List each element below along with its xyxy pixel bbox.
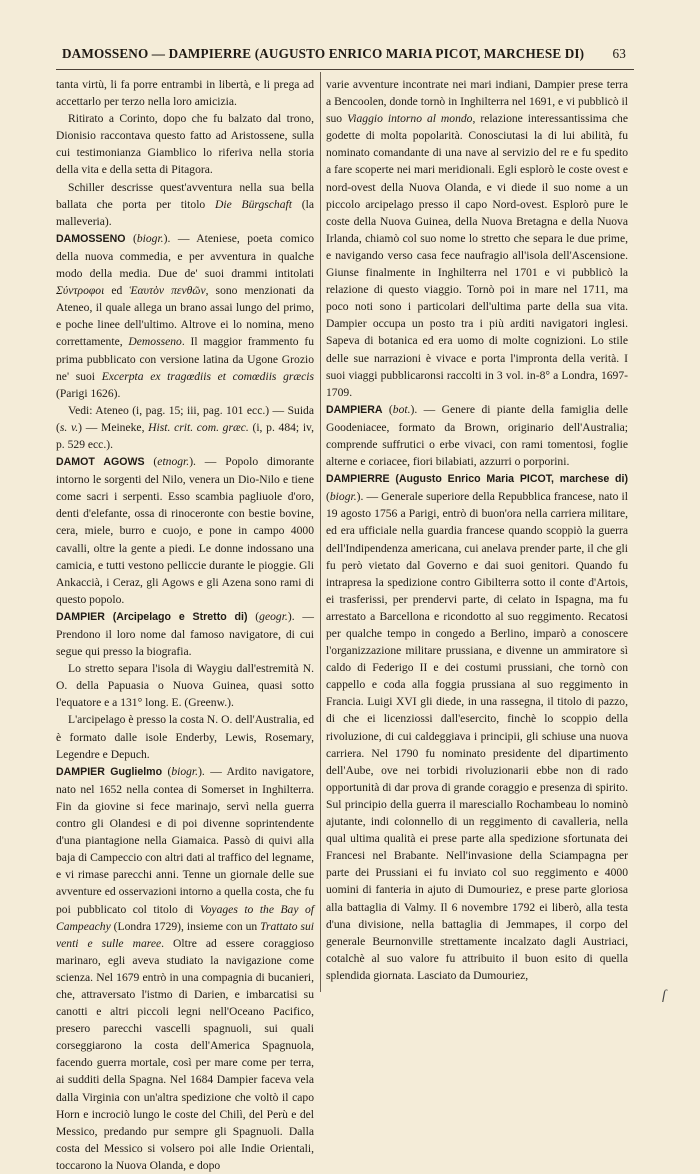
text-run: (Londra 1729), insieme con un bbox=[110, 919, 261, 933]
text-run: ). — Popolo dimorante intorno le sorgenti del Nilo, venera un Dio-Nilo e tiene come sacri i serpenti. Esso scambia pagliuole d'oro, denti d'elefante, ossa di rinoceronte con bestie bovine, cera, miele, burro e cuojo, e pone in campo 4000 cavalli, oltre la gente a piedi. Le donne indossano una camicia, e tutti vestono pelliccie durante le pioggie. Gli Ankaccià, i Ceraz, gli Agows e gli Azena sono rami di questo popolo. bbox=[56, 455, 314, 606]
page-number: 63 bbox=[612, 46, 626, 61]
paragraph bbox=[326, 401, 628, 470]
text-run: ). — Generale superiore della Repubblica francese, nato il 19 agosto 1756 a Parigi, entrò di buon'ora nella carriera militare, ed era ufficiale nella guardia francese quando scoppiò la guerra dell'Indipendenza americana, cui anelava prender parte, il che gli fu però vietato dal Governo e dai suoi genitori. Quando fu intrapresa la spedizione contro Gibilterra sotto il conte d'Artois, ei trasferissi, per prendervi parte, di celato in Ispagna, ma fu arrestato a Barcellona e ricondotto al suo reggimento. Recatosi per qualche tempo in congedo a Berlino, imparò a conoscere l'organizzazione militare prussiana, e divenne un ammiratore sì caldo di Federigo II e dei costumi prussiani, che tornò con cappello e coda alla foggia prussiana al suo reggimento in Francia. Luigi XVI gli diede, in una rassegna, il titolo di pazzo, di che ei licenziossi dall'esercito, finchè lo scoppio della rivoluzione, di cui caldeggiava i principii, gli schiuse una nuova carriera. Nel 1790 fu nominato presidente del dipartimento dell'Aube, ove nei torbidi rivoluzionarii ebbe non di rado opportunità di dar prova di grande coraggio e presenza di spirito. Sul principio della guerra il maresciallo Rochambeau lo nominò ajutante, indi colonnello di un reggimento di cavalleria, nella qual ultima qualità ei prese parte alla spedizione sfortunata dei Francesi nel Brabante. Nell'invasione della Sciampagna per parte dei Prussiani ei fu inviato col suo reggimento e 4000 uomini di fanteria in ajuto di Dumouriez, e prese parte gloriosa alla battaglia di Valmy. Il 6 novembre 1792 ei liberò, alla testa d'una divisione, nella battaglia di Jemmapes, il corpo del generale Beurnonville strettamente incalzato dagli Austriaci, cotalchè al suo valore fu attribuito il buon esito di quella splendida giornata. Lasciato da Dumouriez, bbox=[326, 490, 628, 982]
paragraph bbox=[56, 110, 314, 178]
margin-mark: ſ bbox=[662, 988, 666, 1003]
text-run: ed bbox=[104, 284, 130, 298]
text-run: Vedi: Ateneo (i, pag. 15; iii, pag. 101 ecc.) — Suida ( bbox=[56, 403, 314, 434]
entry-headword: DAMOSSENO bbox=[56, 232, 126, 245]
header-rule bbox=[56, 69, 634, 70]
right-column bbox=[326, 76, 628, 984]
paragraph bbox=[56, 402, 314, 453]
text-run: (la malleveria). bbox=[56, 197, 314, 228]
italic-text: biogr. bbox=[136, 231, 164, 245]
text-run: ( bbox=[162, 764, 172, 778]
text-run: ). — Prendono il loro nome dal famoso navigatore, di cui segue qui presso la biografia. bbox=[56, 609, 314, 659]
paragraph bbox=[56, 179, 314, 230]
italic-text: Trattato sui venti e sulle maree bbox=[56, 919, 314, 950]
text-run: Schiller descrisse quest'avventura nella sua bella ballata che porta per titolo bbox=[56, 180, 314, 211]
running-title: DAMOSSENO — DAMPIERRE (AUGUSTO ENRICO MARIA PICOT, MARCHESE DI) bbox=[62, 46, 585, 61]
italic-text: Die Bürgschaft bbox=[215, 197, 292, 211]
text-run: ( bbox=[326, 490, 330, 504]
text-run: ( bbox=[247, 609, 260, 623]
entry-headword: DAMPIER (Arcipelago e Stretto di) bbox=[56, 610, 248, 623]
italic-text: Ἑαυτὸν πενθῶν bbox=[129, 284, 206, 298]
text-run: Ritirato a Corinto, dopo che fu balzato dal trono, Dionisio raccontava questo fatto ad Aristossene, sulla cui testimonianza Giamblico lo riferiva nella storia della vita e della setta di Pitagora. bbox=[56, 112, 314, 177]
entry-headword: DAMPIER Guglielmo bbox=[56, 765, 163, 778]
paragraph bbox=[56, 763, 314, 1174]
text-run: ( bbox=[125, 231, 137, 245]
italic-text: Σύντροφοι bbox=[56, 284, 105, 298]
entry-headword: DAMPIERRE (Augusto Enrico Maria PICOT, marchese di) bbox=[326, 473, 628, 486]
text-run: , relazione interessantissima che godette di molta popolarità. Conosciutasi la di lui abilità, fu nominato comandante di una nave al servizio del re e fu spedito a fare scoperte nei mari meridionali. Egli esplorò le coste ovest e nord-ovest della Nuova Olanda, e vi diede il suo nome a un piccolo arcipelago presso il capo Nord-ovest. Esplorò pure le coste della Nuova Guinea, della Nuova Bretagna e della Nuova Irlanda, chiamò col suo nome lo stretto che separa le due prime, e navigando verso casa fece naufragio all'isola dell'Ascensione. Giunse finalmente in Inghilterra nel 1701 e vi pubblicò la relazione di questo viaggio. Tornò poi in mare nel 1711, ma poco noti sono i particolari dell'ultima parte della sua vita. Dampier occupa un posto tra i più arditi navigatori inglesi. Sapeva di botanica ed era uomo di molte cognizioni. Lo stile delle sue narrazioni è vivace e porta l'impronta della verità. I suoi viaggi pubblicaronsi raccolti in 3 vol. in-8° a Londra, 1697-1709. bbox=[326, 112, 628, 399]
text-run: (Parigi 1626). bbox=[56, 386, 121, 400]
text-run: (i, p. 484; iv, p. 529 ecc.). bbox=[56, 420, 315, 451]
text-run: ). — Genere di piante della famiglia delle Goodeniacee, formato da Brown, originario dell'Australia; comprende suffrutici o erbe vivaci, con rami tomentosi, foglie alterne e coriacee, fiori bilabiati, azzurri o porporini. bbox=[326, 402, 628, 469]
italic-text: Excerpta ex tragœdiis et comœdiis græcis bbox=[101, 369, 315, 383]
text-run: ( bbox=[144, 455, 158, 469]
italic-text: biogr. bbox=[329, 490, 357, 504]
italic-text: biogr. bbox=[171, 764, 199, 778]
paragraph bbox=[56, 608, 314, 660]
paragraph bbox=[56, 453, 314, 608]
text-run: tanta virtù, li fa porre entrambi in libertà, e li prega ad accettarlo per terzo nella loro amicizia. bbox=[56, 78, 314, 109]
text-run: , sono menzionati da Ateneo, il quale allega un brano assai lungo del primo, e poche linee dell'ultimo. Altrove ei lo nomina, meno correttamente, bbox=[56, 284, 314, 349]
text-run: . Oltre ad essere coraggioso marinaro, egli aveva studiato la navigazione come scienza. Nel 1679 entrò in una compagnia di bucanieri, che, attraversato l'istmo di Darien, e imbarcatisi su canotti e altri piccoli legni nell'Oceano Pacifico, presero parecchi vascelli spagnuoli, sui quali corseggiarono la costa dell'America Spagnuola, facendo guerra mortale, così per mare come per terra, ai sudditi della Spagna. Nel 1684 Dampier faceva vela dalla Virginia con un'altra spedizione che voltò il capo Horn e incrociò lungo le coste del Chilì, del Perù e del Messico, predando pur sempre gli Spagnuoli. Dalla costa del Messico si volsero poi alle Indie Orientali, toccarono la Nuova Olanda, e dopo bbox=[56, 936, 315, 1172]
italic-text: geogr. bbox=[259, 609, 288, 623]
text-run: ( bbox=[382, 402, 393, 416]
paragraph bbox=[56, 230, 314, 402]
paragraph bbox=[326, 76, 628, 401]
text-run: ). — Ateniese, poeta comico della nuova commedia, e per avventura in qualche modo della media. Due de' suoi drammi intitolati bbox=[56, 231, 315, 281]
text-run: Lo stretto separa l'isola di Waygiu dall'estremità N. O. della Papuasia o Nuova Guinea, quasi sotto l'equatore e a 131° long. E. (Greenw.). bbox=[56, 662, 314, 710]
paragraph bbox=[56, 711, 314, 762]
paragraph bbox=[56, 660, 314, 711]
italic-text: Hist. crit. com. græc. bbox=[148, 420, 249, 434]
entry-headword: DAMOT AGOWS bbox=[56, 456, 145, 469]
text-run: . Il maggior frammento fu prima pubblicato con versione latina da Ugone Grozio ne' suoi bbox=[56, 335, 315, 383]
text-run: ) — Meineke, bbox=[78, 420, 149, 434]
paragraph bbox=[326, 470, 628, 984]
left-column bbox=[56, 76, 314, 1174]
text-run: ). — Ardito navigatore, nato nel 1652 nella contea di Somerset in Inghilterra. Fin da giovine si fece marinajo, servì nella guerra contro gli Olandesi e di poi divenne soprintendente d'una piantagione nella Giamaica. Passò di quivi alla baja di Campeccio con altri dati al traffico del legname, e vi rimase parecchi anni. Tenne un giornale delle sue avventure ed osservazioni intorno a quella costa, che fu poi pubblicato col titolo di bbox=[56, 764, 314, 916]
column-divider bbox=[320, 72, 321, 992]
entry-headword: DAMPIERA bbox=[326, 403, 383, 416]
italic-text: s. v. bbox=[59, 420, 79, 434]
paragraph bbox=[56, 76, 314, 110]
text-run: L'arcipelago è presso la costa N. O. dell'Australia, ed è formato dalle isole Enderby, Lewis, Rosemary, Legendre e Depuch. bbox=[56, 713, 314, 761]
italic-text: Voyages to the Bay of Campeachy bbox=[56, 902, 314, 933]
text-run: varie avventure incontrate nei mari indiani, Dampier prese terra a Bencoolen, donde tornò in Inghilterra nel 1691, e vi pubblicò il suo bbox=[326, 78, 628, 126]
italic-text: Demosseno bbox=[128, 335, 182, 349]
italic-text: bot. bbox=[392, 402, 411, 416]
italic-text: etnogr. bbox=[157, 455, 190, 469]
italic-text: Viaggio intorno al mondo bbox=[347, 112, 473, 126]
